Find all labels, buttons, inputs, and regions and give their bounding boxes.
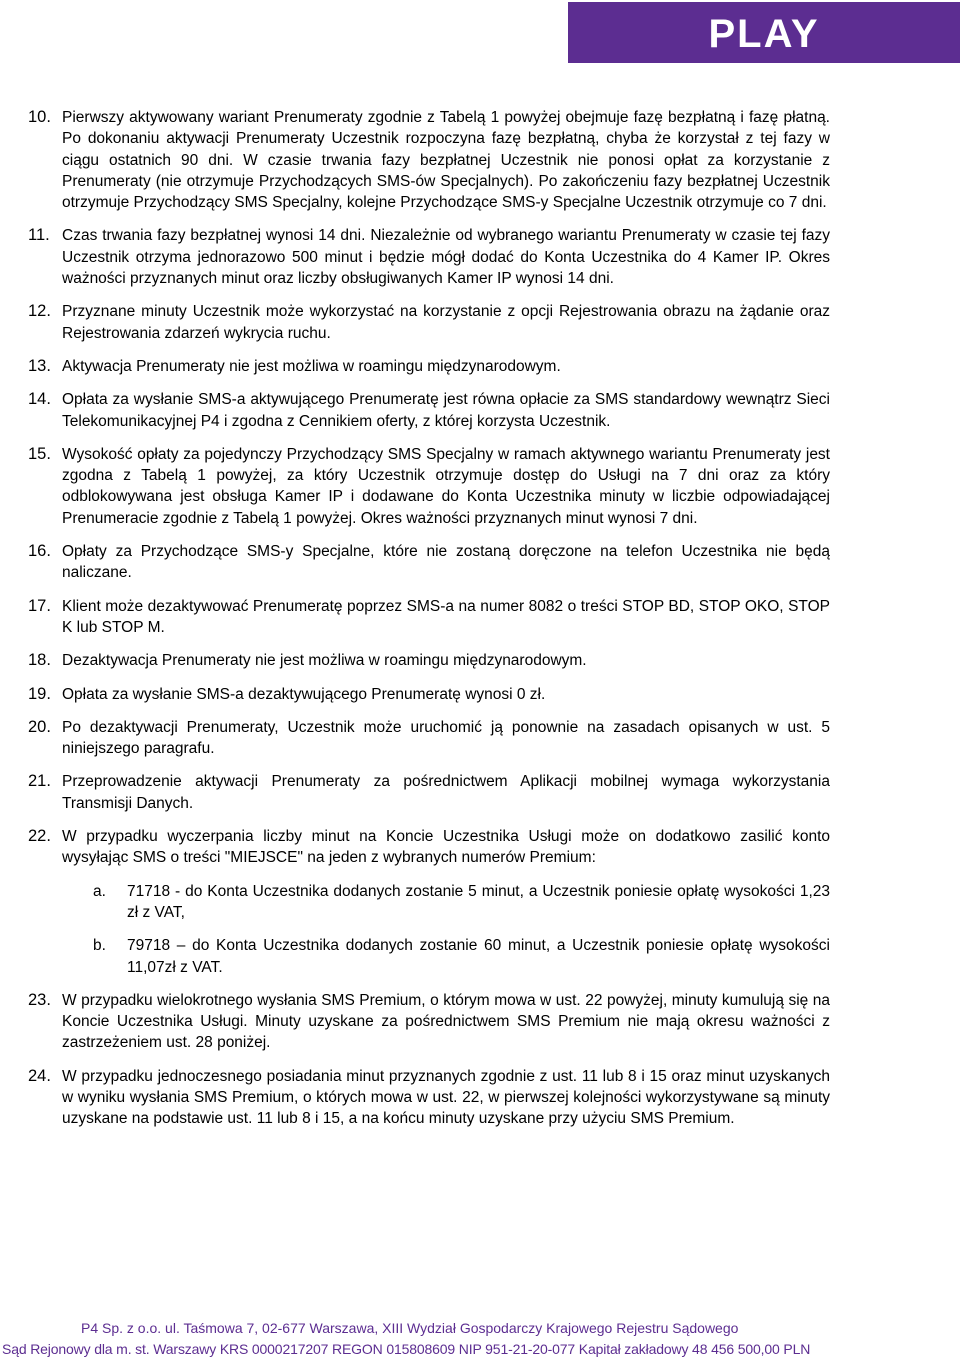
item-body bbox=[62, 356, 830, 377]
item-body bbox=[62, 107, 830, 213]
item-body bbox=[62, 225, 830, 289]
company-footer bbox=[0, 1318, 960, 1360]
sub-item-text: 71718 - do Konta Uczestnika dodanych zostanie 5 minut, a Uczestnik poniesie opłatę wysokości 1,23 zł z VAT, bbox=[127, 882, 830, 921]
sub-list-item bbox=[93, 881, 830, 924]
logo-text: PLAY bbox=[708, 12, 820, 56]
item-number: 15. bbox=[28, 444, 51, 463]
item-number: 21. bbox=[28, 772, 51, 791]
list-item bbox=[28, 990, 830, 1054]
item-number: 18. bbox=[28, 651, 51, 670]
item-number: 23. bbox=[28, 990, 51, 1009]
item-text: Wysokość opłaty za pojedynczy Przychodzący SMS Specjalny w ramach aktywnego wariantu Prenumeraty jest zgodna z Tabelą 1 powyżej, za który Uczestnik otrzymuje dostęp do Usługi na 7 dni oraz za który odblokowywana jest obsługa Kamer IP i dodawane do Konta Uczestnika minuty w liczbie odpowiadającej Prenumeracie zgodnie z Tabelą 1 powyżej. Okres ważności przyznanych minut wynosi 7 dni. bbox=[62, 445, 830, 527]
item-body bbox=[62, 826, 830, 978]
item-number: 22. bbox=[28, 827, 51, 846]
item-number: 12. bbox=[28, 302, 51, 321]
list-item bbox=[28, 717, 830, 760]
item-body bbox=[62, 684, 830, 705]
item-body bbox=[62, 389, 830, 432]
item-text: Opłaty za Przychodzące SMS-y Specjalne, które nie zostaną doręczone na telefon Uczestnika nie będą naliczane. bbox=[62, 543, 830, 582]
item-text: Klient może dezaktywować Prenumeratę poprzez SMS-a na numer 8082 o treści STOP BD, STOP OKO, STOP K lub STOP M. bbox=[62, 597, 830, 636]
sub-list-item bbox=[93, 935, 830, 978]
item-number: 17. bbox=[28, 596, 51, 615]
item-number: 19. bbox=[28, 684, 51, 703]
item-body bbox=[62, 301, 830, 344]
item-number: 11. bbox=[28, 226, 50, 245]
list-item bbox=[28, 650, 830, 671]
item-text: Po dezaktywacji Prenumeraty, Uczestnik może uruchomić ją ponownie na zasadach opisanych w ust. 5 niniejszego paragrafu. bbox=[62, 718, 830, 758]
item-text: W przypadku wyczerpania liczby minut na Koncie Uczestnika Usługi może on dodatkowo zasilić konto wysyłając SMS o treści "MIEJSCE" na jeden z wybranych numerów Premium: bbox=[62, 828, 830, 867]
list-item bbox=[28, 444, 830, 529]
regulation-items bbox=[28, 107, 830, 1142]
list-item bbox=[28, 684, 830, 705]
list-item bbox=[28, 771, 830, 814]
item-text: Dezaktywacja Prenumeraty nie jest możliwa w roamingu międzynarodowym. bbox=[62, 652, 587, 670]
item-text: Opłata za wysłanie SMS-a aktywującego Prenumeratę jest równa opłacie za SMS standardowy wewnątrz Sieci Telekomunikacyjnej P4 i zgodna z Cennikiem oferty, z której korzysta Uczestnik. bbox=[62, 391, 830, 430]
item-number: 13. bbox=[28, 356, 51, 375]
item-text: Opłata za wysłanie SMS-a dezaktywującego Prenumeratę wynosi 0 zł. bbox=[62, 685, 546, 703]
sub-item-text: 79718 – do Konta Uczestnika dodanych zostanie 60 minut, a Uczestnik poniesie opłatę wysokości 11,07zł z VAT. bbox=[127, 937, 830, 976]
list-item bbox=[28, 225, 830, 289]
item-body bbox=[62, 444, 830, 529]
item-body bbox=[62, 541, 830, 584]
item-body bbox=[62, 1066, 830, 1130]
list-item bbox=[28, 1066, 830, 1130]
item-body bbox=[62, 771, 830, 814]
item-text: Czas trwania fazy bezpłatnej wynosi 14 dni. Niezależnie od wybranego wariantu Prenumeraty w czasie tej fazy Uczestnik otrzyma jednorazowo 500 minut i będzie mógł dodać do Konta Uczestnika do 4 Kamer IP. Okres ważności przyznanych minut oraz liczby obsługiwanych Kamer IP wynosi 14 dni. bbox=[62, 227, 830, 288]
list-item bbox=[28, 826, 830, 978]
item-body bbox=[62, 650, 830, 671]
item-body bbox=[62, 990, 830, 1054]
play-logo-graphic bbox=[568, 2, 960, 63]
footer-line-2: Sąd Rejonowy dla m. st. Warszawy KRS 0000217207 REGON 015808609 NIP 951-21-20-077 Kapitał zakładowy 48 456 500,00 PLN bbox=[2, 1341, 811, 1357]
item-text: Pierwszy aktywowany wariant Prenumeraty zgodnie z Tabelą 1 powyżej obejmuje fazę bezpłatną i fazę płatną. Po dokonaniu aktywacji Prenumeraty Uczestnik rozpoczyna fazę bezpłatną, chyba że korzystał z tej fazy w ciągu ostatnich 90 dni. W czasie trwania fazy bezpłatnej Uczestnik nie ponosi opłat za korzystanie z Prenumeraty (nie otrzymuje Przychodzących SMS-ów Specjalnych). Po zakończeniu fazy bezpłatnej Uczestnik otrzymuje Przychodzący SMS Specjalny, kolejne Przychodzące SMS-y Specjalne Uczestnik otrzymuje co 7 dni. bbox=[62, 109, 830, 212]
sub-item-letter: b. bbox=[93, 937, 106, 955]
item-text: Przyznane minuty Uczestnik może wykorzystać na korzystanie z opcji Rejestrowania obrazu na żądanie oraz Rejestrowania zdarzeń wykrycia ruchu. bbox=[62, 303, 830, 342]
item-text: W przypadku wielokrotnego wysłania SMS Premium, o którym mowa w ust. 22 powyżej, minuty kumulują się na Koncie Uczestnika Usługi. Minuty uzyskane za pośrednictwem SMS Premium nie mają okresu ważności z zastrzeżeniem ust. 28 poniżej. bbox=[62, 991, 830, 1052]
list-item bbox=[28, 389, 830, 432]
item-body bbox=[62, 717, 830, 760]
item-body bbox=[62, 596, 830, 639]
item-number: 10. bbox=[28, 108, 51, 126]
list-item bbox=[28, 541, 830, 584]
item-text: W przypadku jednoczesnego posiadania minut przyznanych zgodnie z ust. 11 lub 8 i 15 oraz minut uzyskanych w wyniku wysłania SMS Premium, o których mowa w ust. 22, w pierwszej kolejności wykorzystywane są minuty uzyskane na podstawie ust. 11 lub 8 i 15, a na końcu minuty uzyskane przy użyciu SMS Premium. bbox=[62, 1067, 830, 1128]
item-number: 14. bbox=[28, 390, 51, 409]
play-logo bbox=[568, 2, 960, 63]
item-text: Aktywacja Prenumeraty nie jest możliwa w roamingu międzynarodowym. bbox=[62, 357, 561, 375]
item-number: 20. bbox=[28, 717, 51, 736]
footer-line-1: P4 Sp. z o.o. ul. Taśmowa 7, 02-677 Warszawa, XIII Wydział Gospodarczy Krajowego Rejestru Sądowego bbox=[81, 1320, 739, 1336]
list-item bbox=[28, 356, 830, 377]
list-item bbox=[28, 596, 830, 639]
sub-item-letter: a. bbox=[93, 882, 106, 900]
item-number: 24. bbox=[28, 1066, 51, 1085]
list-item bbox=[28, 107, 830, 213]
list-item bbox=[28, 301, 830, 344]
item-text: Przeprowadzenie aktywacji Prenumeraty za pośrednictwem Aplikacji mobilnej wymaga wykorzystania Transmisji Danych. bbox=[62, 773, 830, 812]
item-number: 16. bbox=[28, 542, 51, 561]
